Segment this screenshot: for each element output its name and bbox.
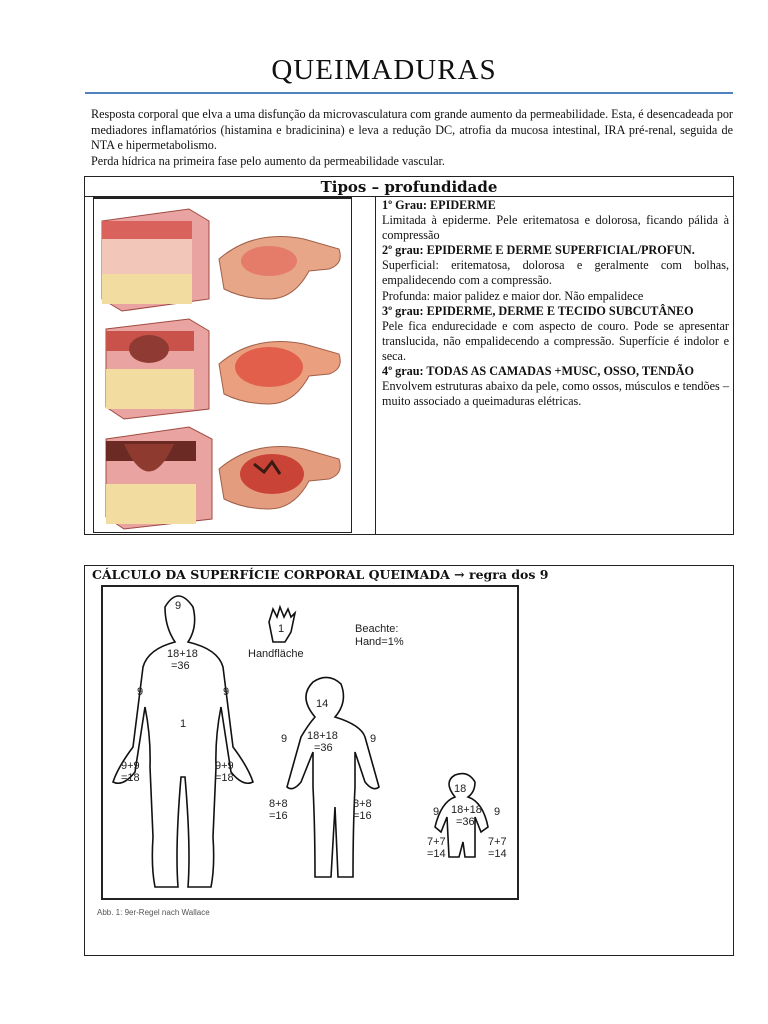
svg-text:18+18: 18+18 [307,730,338,742]
svg-text:8+8: 8+8 [269,798,288,810]
grade-2-heading: 2º grau: EPIDERME E DERME SUPERFICIAL/PROFUN. [382,243,695,258]
hand-1st-degree [219,237,340,300]
adult-figure [113,596,253,887]
rule-of-nines-section [84,565,734,956]
grade-4-text: Envolvem estruturas abaixo da pele, como ossos, músculos e tendões – muito associado a queimaduras elétricas. [382,379,729,409]
svg-text:9: 9 [433,806,440,818]
skin-block-1st-degree [102,209,209,311]
grade-2-superficial-text: Superficial: eritematosa, dolorosa e geralmente com bolhas, empalidecendo com a compressão. [382,258,729,288]
child-figure [269,677,379,877]
grade-4-heading: 4º grau: TODAS AS CAMADAS +MUSC, OSSO, TENDÃO [382,364,694,379]
section-title: CÁLCULO DA SUPERFÍCIE CORPORAL QUEIMADA → regra dos 9 [92,567,549,582]
svg-text:1: 1 [180,718,187,730]
rule-of-nines-figure [101,585,519,900]
burn-grades-description [382,198,729,409]
skin-block-2nd-degree [106,319,209,419]
hand-icon [248,607,404,660]
adult-head-value: 9 [175,600,182,612]
skin-block-3rd-degree [106,427,212,529]
hand-label: Handfläche [248,648,304,660]
svg-text:9: 9 [137,686,144,698]
note-line-2: Hand=1% [355,636,404,648]
hand-2nd-degree [219,342,340,405]
svg-text:9: 9 [494,806,501,818]
svg-text:9: 9 [370,733,377,745]
grade-1-heading: 1º Grau: EPIDERME [382,198,496,212]
burn-images-cell [85,197,376,534]
svg-text:1: 1 [278,623,285,635]
svg-text:=14: =14 [488,848,507,860]
intro-paragraph [91,107,733,169]
page-title: QUEIMADURAS [271,54,497,86]
title-underline [85,92,733,94]
svg-text:9+9: 9+9 [215,760,234,772]
svg-text:9+9: 9+9 [121,760,140,772]
svg-text:18: 18 [454,783,467,795]
svg-text:8+8: 8+8 [353,798,372,810]
svg-text:=14: =14 [427,848,446,860]
svg-text:=18: =18 [121,772,140,784]
burn-depth-illustration [93,197,352,533]
svg-text:18+18: 18+18 [167,648,198,660]
svg-text:7+7: 7+7 [488,836,507,848]
burn-types-table [84,176,734,535]
intro-text: Resposta corporal que elva a uma disfunção da microvasculatura com grande aumento da permeabilidade. Esta, é desencadeada por mediadores inflamatórios (histamina e bradicinina) e leva a redução DC, atrofia da mucosa intestinal, IRA pré-renal, seguida de NTA e hipermetabolismo. [91,107,733,152]
svg-text:=16: =16 [269,810,288,822]
svg-text:18+18: 18+18 [451,804,482,816]
grade-3-heading: 3º grau: EPIDERME, DERME E TECIDO SUBCUTÂNEO [382,303,694,318]
svg-text:9: 9 [223,686,230,698]
infant-figure [427,774,507,860]
figure-caption: Abb. 1: 9er-Regel nach Wallace [97,908,210,917]
grade-3-text: Pele fica endurecidade e com aspecto de couro. Pode se apresentar translucida, não empalidecendo a compressão. Superfície é indolor e seca. [382,318,729,363]
svg-text:=18: =18 [215,772,234,784]
svg-text:7+7: 7+7 [427,836,446,848]
grade-1-text: Limitada à epiderme. Pele eritematosa e dolorosa, ficando pálida à compressão [382,213,729,243]
svg-text:=16: =16 [353,810,372,822]
svg-text:=36: =36 [456,816,475,828]
hand-3rd-degree [219,447,340,510]
intro-text: Perda hídrica na primeira fase pelo aumento da permeabilidade vascular. [91,153,445,168]
svg-text:=36: =36 [314,742,333,754]
svg-text:=36: =36 [171,660,190,672]
note-line-1: Beachte: [355,623,399,635]
grade-2-deep-text: Profunda: maior palidez e maior dor. Não empalidece [382,288,644,303]
svg-text:9: 9 [281,733,288,745]
svg-text:14: 14 [316,698,329,710]
table-header: Tipos – profundidade [85,177,733,197]
